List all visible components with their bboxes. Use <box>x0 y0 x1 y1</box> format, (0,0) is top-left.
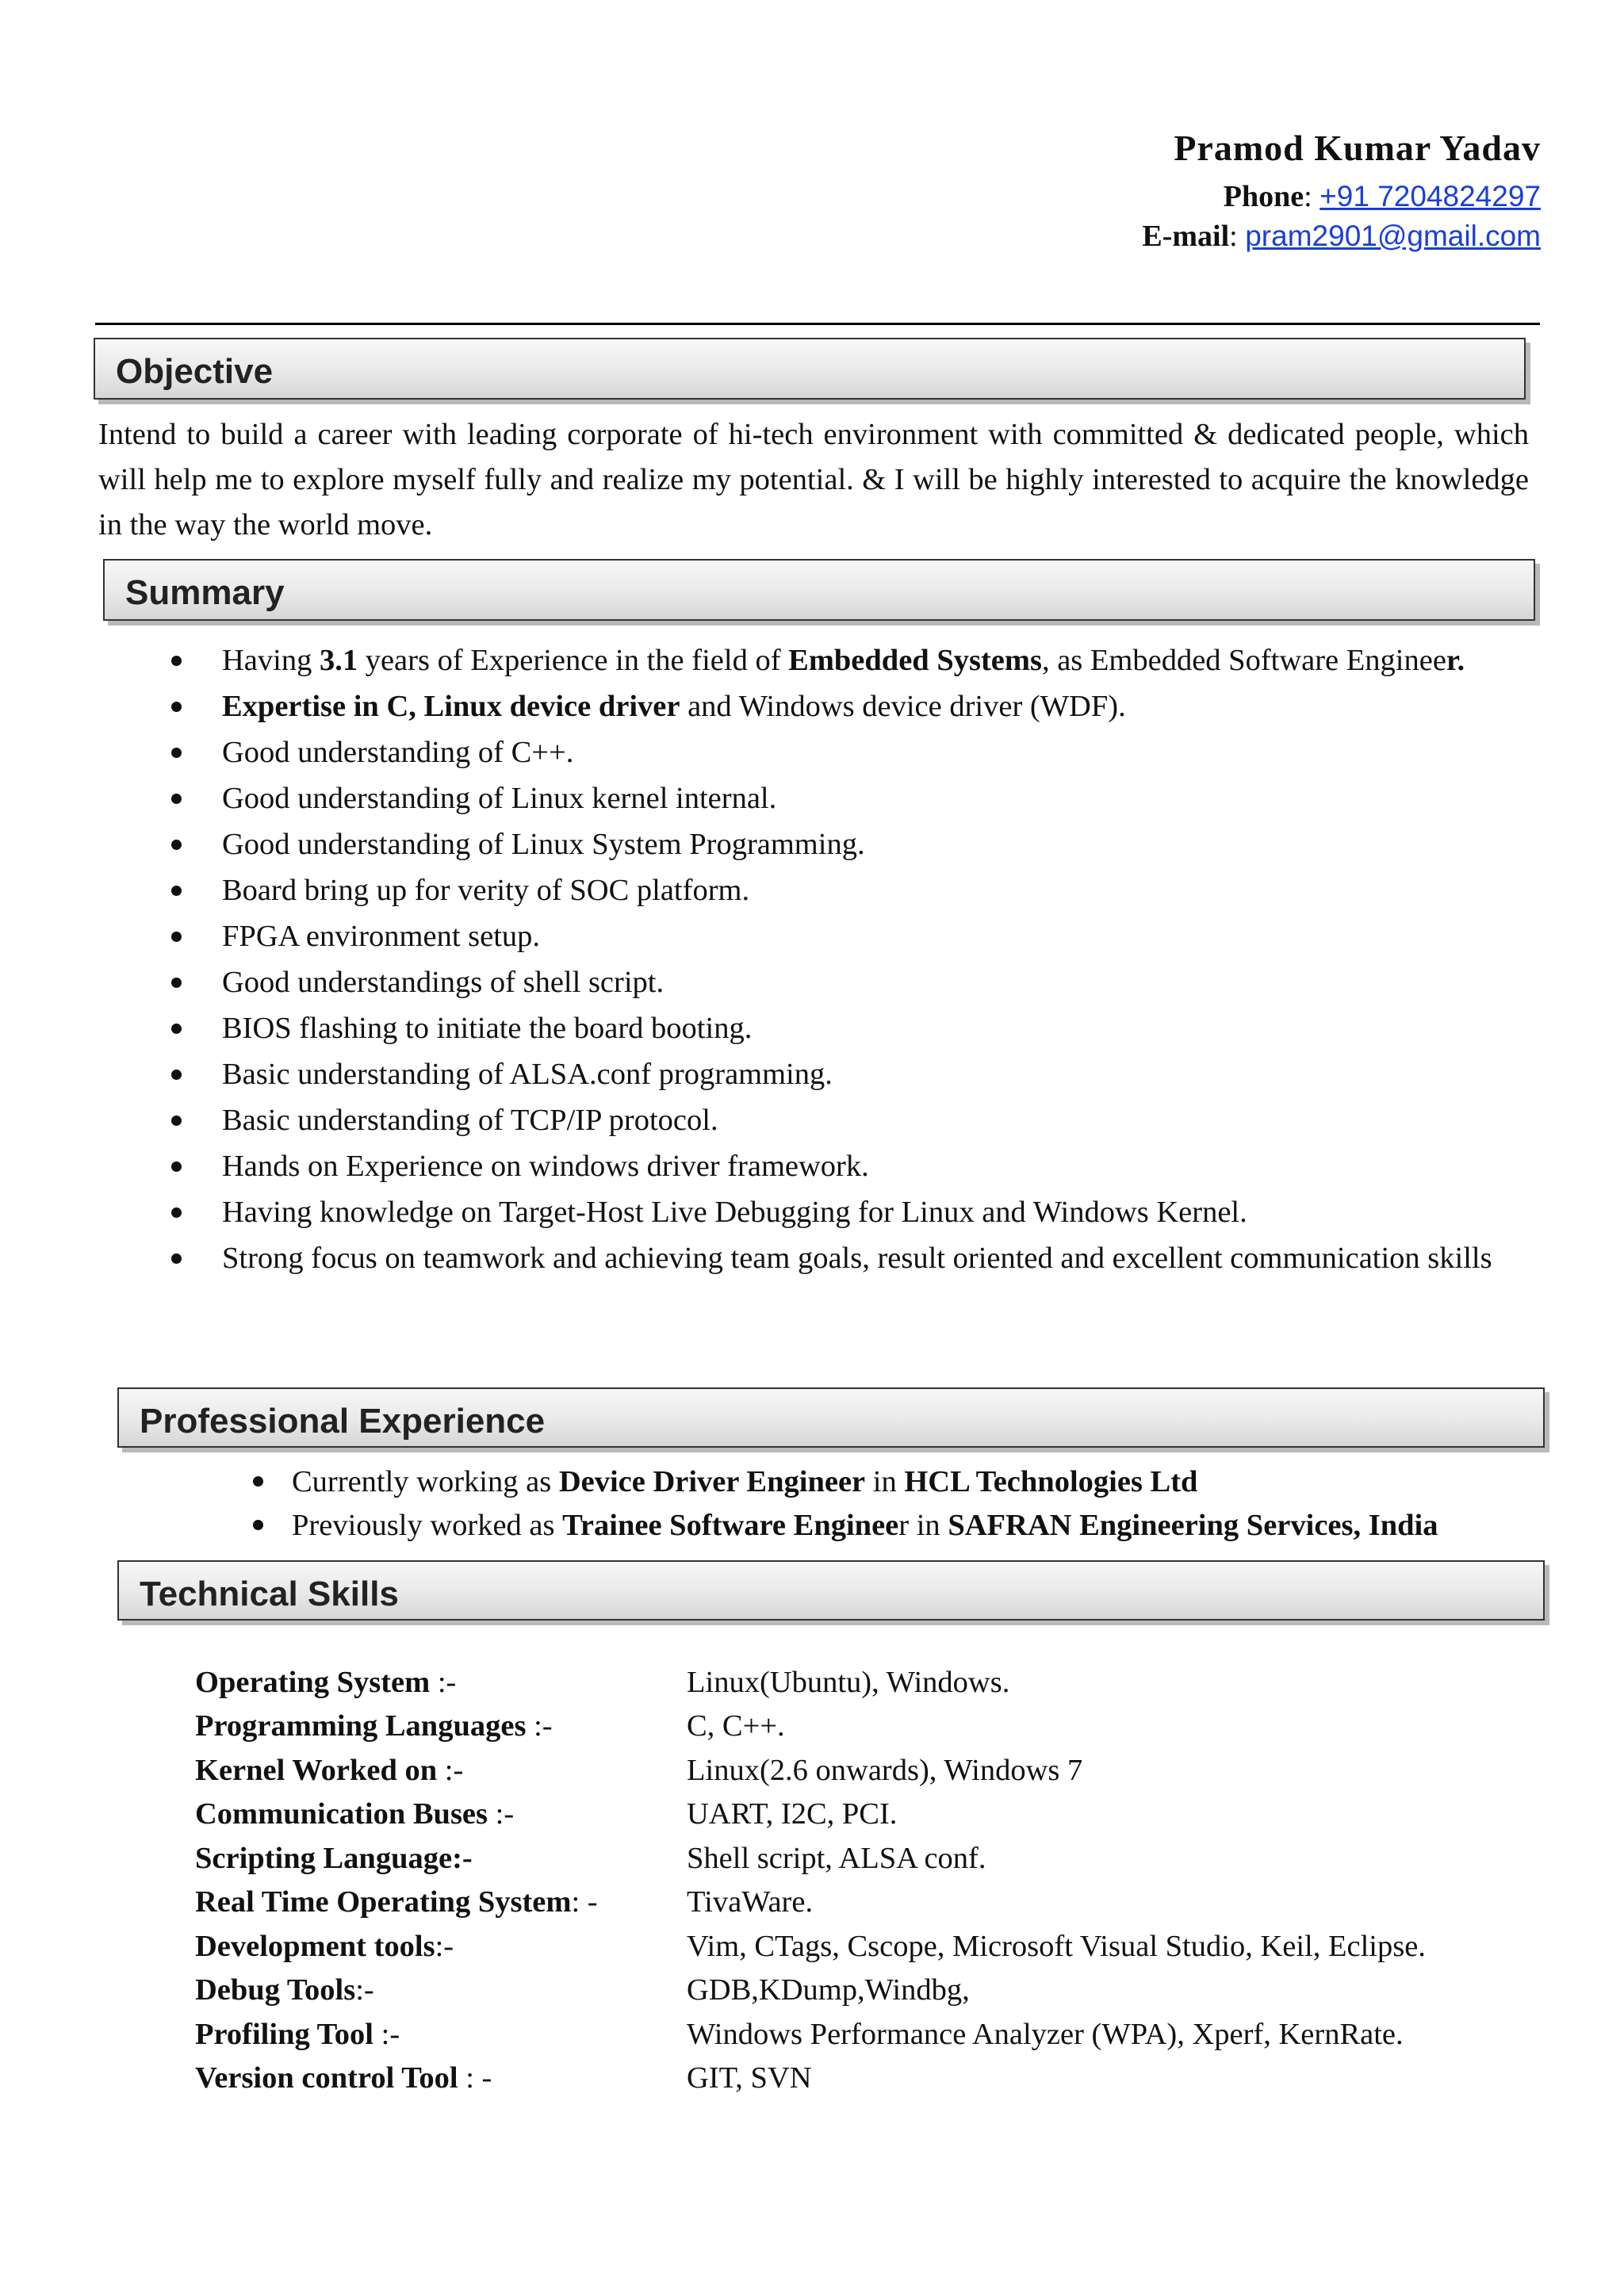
summary-item <box>98 823 1529 867</box>
summary-title: Summary <box>125 573 285 612</box>
experience-item <box>98 1504 1529 1548</box>
experience-text: Previously worked as <box>292 1509 563 1542</box>
experience-title: Professional Experience <box>140 1402 546 1441</box>
skill-value: Windows Performance Analyzer (WPA), Xperf, KernRate. <box>687 2017 1404 2051</box>
skill-key-separator: :- <box>355 1973 374 2007</box>
summary-list <box>98 639 1529 1283</box>
summary-item-text: Good understanding of C++. <box>222 736 574 769</box>
email-link[interactable]: pram2901@gmail.com <box>1245 220 1541 252</box>
skill-key-separator: :- <box>381 2017 400 2051</box>
phone-line: Phone: +91 7204824297 <box>1223 180 1541 213</box>
summary-header <box>103 559 1535 621</box>
summary-item-text: Basic understanding of TCP/IP protocol. <box>222 1104 718 1137</box>
skill-key <box>195 1793 687 1837</box>
summary-item-text: and Windows device driver (WDF). <box>680 690 1126 723</box>
skill-value: Linux(Ubuntu), Windows. <box>687 1665 1010 1699</box>
summary-item-bold: Embedded Systems <box>788 644 1042 677</box>
skill-key-label: Operating System <box>195 1665 438 1699</box>
summary-item-bold: Expertise in C, Linux device driver <box>222 690 680 723</box>
experience-item <box>98 1460 1529 1504</box>
objective-header <box>94 338 1526 400</box>
experience-company: SAFRAN Engineering Services, India <box>948 1509 1438 1542</box>
summary-item <box>98 1007 1529 1050</box>
skills-title: Technical Skills <box>140 1575 399 1613</box>
summary-item-text: , as Embedded Software Enginee <box>1041 644 1446 677</box>
skill-row <box>195 1924 1426 1969</box>
email-line: E-mail: pram2901@gmail.com <box>1142 220 1541 253</box>
summary-item-text: FPGA environment setup. <box>222 920 541 953</box>
experience-text: r in <box>898 1509 948 1542</box>
phone-label: Phone <box>1223 180 1304 213</box>
skill-key-separator: :- <box>495 1797 515 1831</box>
summary-item-text: Good understanding of Linux kernel internal. <box>222 782 777 815</box>
skill-row <box>195 1793 1426 1837</box>
skills-header <box>117 1560 1545 1621</box>
skill-row <box>195 1881 1426 1925</box>
skill-key <box>195 2012 687 2057</box>
skill-value: Shell script, ALSA conf. <box>687 1841 986 1875</box>
summary-item-text: Hands on Experience on windows driver framework. <box>222 1150 869 1183</box>
email-label: E-mail <box>1142 220 1230 253</box>
skill-key-separator: :- <box>435 1929 454 1963</box>
summary-item <box>98 961 1529 1004</box>
skill-value: C, C++. <box>687 1709 785 1743</box>
phone-link[interactable]: +91 7204824297 <box>1320 180 1541 212</box>
summary-item <box>98 1099 1529 1142</box>
summary-item <box>98 1053 1529 1096</box>
summary-item <box>98 915 1529 959</box>
skill-key-label: Version control Tool <box>195 2061 466 2095</box>
summary-item-text: Having <box>222 644 320 677</box>
skill-key-label: Scripting Language:- <box>195 1841 473 1875</box>
experience-text: Currently working as <box>292 1465 559 1498</box>
skills-table <box>195 1660 1426 2100</box>
summary-item <box>98 639 1529 683</box>
skill-row <box>195 1836 1426 1881</box>
summary-item <box>98 1145 1529 1188</box>
skill-key <box>195 1705 687 1749</box>
summary-item-text: Good understanding of Linux System Programming. <box>222 828 865 861</box>
skill-key-label: Communication Buses <box>195 1797 496 1831</box>
candidate-name: Pramod Kumar Yadav <box>1174 128 1541 168</box>
skill-key <box>195 2057 687 2101</box>
skill-row <box>195 1660 1426 1705</box>
skill-value: GDB,KDump,Windbg, <box>687 1973 970 2007</box>
skill-row <box>195 1748 1426 1793</box>
experience-list <box>98 1460 1529 1548</box>
summary-item <box>98 685 1529 729</box>
summary-item-text: Good understandings of shell script. <box>222 966 665 999</box>
skill-key-label: Debug Tools <box>195 1973 356 2007</box>
summary-item-bold: r. <box>1446 644 1465 677</box>
skill-value: UART, I2C, PCI. <box>687 1797 898 1831</box>
skill-row <box>195 1705 1426 1749</box>
experience-role: Device Driver Engineer <box>558 1465 866 1498</box>
skill-key <box>195 1969 687 2013</box>
skill-key-separator: : - <box>571 1885 598 1919</box>
skill-value: GIT, SVN <box>687 2061 812 2095</box>
skill-key-label: Programming Languages <box>195 1709 534 1743</box>
summary-item <box>98 869 1529 913</box>
summary-item-text: Basic understanding of ALSA.conf programming. <box>222 1058 833 1091</box>
skill-key-label: Development tools <box>195 1929 435 1963</box>
summary-item-text: years of Experience in the field of <box>358 644 789 677</box>
objective-text: Intend to build a career with leading corporate of hi-tech environment with committed & dedicated people, which will help me to explore myself fully and realize my potential. & I will be highly interested to acquire the knowledge in the way the world move. <box>98 418 1529 541</box>
skill-key-label: Real Time Operating System <box>195 1885 572 1919</box>
summary-item-text: Strong focus on teamwork and achieving team goals, result oriented and excellent communication skills <box>222 1242 1492 1275</box>
summary-item-text: BIOS flashing to initiate the board booting. <box>222 1012 753 1045</box>
summary-item-text: Having knowledge on Target-Host Live Debugging for Linux and Windows Kernel. <box>222 1196 1247 1229</box>
summary-item-text: Board bring up for verity of SOC platform. <box>222 874 750 907</box>
summary-item-bold: 3.1 <box>319 644 358 677</box>
skill-key-separator: :- <box>437 1665 457 1699</box>
skill-key <box>195 1660 687 1705</box>
skill-row <box>195 1969 1426 2013</box>
skill-key-label: Profiling Tool <box>195 2017 381 2051</box>
objective-title: Objective <box>116 352 274 391</box>
experience-role: Trainee Software Enginee <box>562 1509 899 1542</box>
experience-header <box>117 1387 1545 1448</box>
summary-item <box>98 731 1529 775</box>
skill-value: Linux(2.6 onwards), Windows 7 <box>687 1753 1083 1787</box>
skill-key <box>195 1836 687 1881</box>
skill-row <box>195 2057 1426 2101</box>
header-divider <box>95 323 1540 325</box>
skill-key-label: Kernel Worked on <box>195 1753 445 1787</box>
skill-value: Vim, CTags, Cscope, Microsoft Visual Studio, Keil, Eclipse. <box>687 1929 1426 1963</box>
experience-company: HCL Technologies Ltd <box>904 1465 1198 1498</box>
experience-text: in <box>865 1465 905 1498</box>
skill-key-separator: : - <box>465 2061 492 2095</box>
skill-key-separator: :- <box>444 1753 464 1787</box>
summary-item <box>98 1191 1529 1234</box>
skill-key <box>195 1748 687 1793</box>
skill-key <box>195 1881 687 1925</box>
summary-item <box>98 1237 1529 1280</box>
summary-item <box>98 777 1529 821</box>
skill-key-separator: :- <box>534 1709 553 1743</box>
skill-row <box>195 2012 1426 2057</box>
skill-key <box>195 1924 687 1969</box>
skill-value: TivaWare. <box>687 1885 814 1919</box>
